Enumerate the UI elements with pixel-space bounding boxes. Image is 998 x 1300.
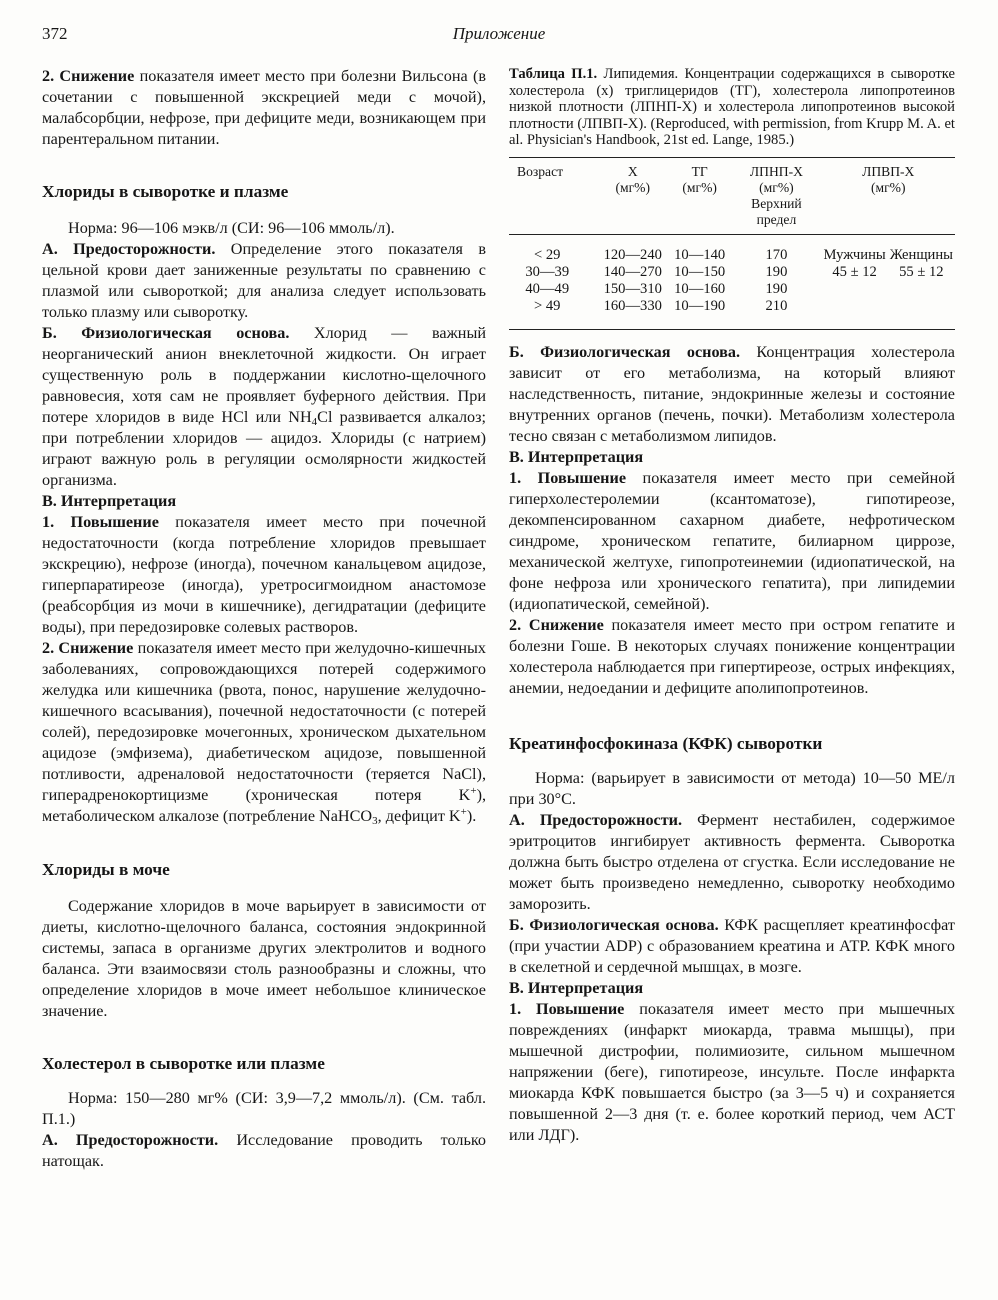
right-column (509, 66, 955, 1146)
norm-line: Норма: 150—280 мг% (СИ: 3,9—7,2 ммоль/л). (См. табл. П.1.) (42, 1089, 486, 1128)
table-row: 30—39 140—270 10—150 190 45 ± 12 55 ± 12 (509, 264, 955, 281)
subheading: В. Интерпретация (42, 492, 177, 510)
table-row: < 29 120—240 10—140 170 Мужчины Женщины (509, 234, 955, 264)
norm-line: Норма: (варьирует в зависимости от метода) 10—50 МЕ/л при 30°С. (509, 768, 955, 808)
hdl-women-value: 55 ± 12 (899, 263, 944, 280)
paragraph: 2. Снижение показателя имеет место при желудочно-кишечных заболеваниях, сопровождающихся потерей содержимого желудка или кишечника (рвота, понос, нарушение желудочно-кишечного всасывания), почечной недостаточности (с потерей солей), передозировке мочегонных, хроническом дыхательном ацидозе (эмфизема), диабетическом ацидозе, повышенной потливости, адреналовой недостаточности (теряется NaCl), гиперадренокортицизме (хроническая потеря K+), метаболическом алкалозе (потребление NaHCO$_3$, дефицит K+). (42, 639, 486, 827)
paragraph: Б. Физиологическая основа. Хлорид — важный неорганический анион внеклеточной жидкости. Он играет существенную роль в поддержании кислотно-щелочного равновесия, хотя сам не проявляет буферного действия. При потере хлоридов в виде HCl или $NH_4Cl$ развивается алкалоз; при потреблении хлоридов — ацидоз. Хлориды (с натрием) играют важную роль в регуляции осмолярности жидкостей организма. (42, 324, 487, 489)
hdl-men-label: Мужчины (823, 246, 886, 263)
norm-line: Норма: 96—106 мэкв/л (СИ: 96—106 ммоль/л). (68, 219, 395, 237)
table-caption: Таблица П.1. Липидемия. Концентрации содержащихся в сыворотке холестерола (х) триглицеридов (ТГ), холестерола липопротеинов низкой плотности (ЛПНП-Х) и холестерола липопротеинов высокой плотности (ЛПВП-Х). (Reproduced, with permission, from Krupp M. A. et al. Physician's Handbook, 21st ed. Lange, 1985.) (509, 66, 956, 148)
section-title-chlorides-urine: Хлориды в моче (42, 860, 170, 879)
paragraph: Б. Физиологическая основа. Концентрация холестерола зависит от его метаболизма, на который влияют наследственность, питание, эндокринные железы и состояние внутренних органов (печень, почки). Метаболизм холестерола тесно связан с метаболизмом липидов. (509, 342, 955, 445)
paragraph: 1. Повышение показателя имеет место при мышечных повреждениях (инфаркт миокарда, травма мышцы), при мышечной дистрофии, полимиозите, сильном мышечном напряжении (беге), гипотиреозе, инсульте. После инфаркта миокарда КФК повышается быстро (за 3—5 ч) и сохраняется повышенной 2—3 дня (т. е. более короткий период, чем АСТ или ЛДГ). (509, 999, 955, 1144)
hdl-men-value: 45 ± 12 (832, 263, 877, 280)
list-marker: 2. Снижение (42, 67, 135, 85)
paragraph: А. Предосторожности. Определение этого показателя в цельной крови дает заниженные результаты по сравнению с плазмой или сывороткой; для анализа следует использовать только плазму или сыворотку. (42, 240, 486, 321)
paragraph: А. Предосторожности. Фермент нестабилен, содержимое эритроцитов ингибирует активность фермента. Сыворотка должна быть быстро отделена от сгустка. Если исследование не может быть произведено немедленно, сыворотку необходимо заморозить. (509, 810, 955, 913)
left-column (42, 66, 486, 1172)
paragraph: Б. Физиологическая основа. КФК расщепляет креатинфосфат (при участии ADP) с образованием креатина и АТР. КФК много в скелетной и сердечной мышцах, в мозге. (509, 915, 955, 976)
subheading: В. Интерпретация (509, 447, 644, 466)
paragraph: Содержание хлоридов в моче варьирует в зависимости от диеты, кислотно-щелочного баланса, состояния эндокринной системы, запаса в организме других электролитов и водного баланса. Эти взаимосвязи столь разнообразны и сложны, что определение хлоридов в моче имеет небольшое клиническое значение. (42, 897, 486, 1020)
page-number: 372 (42, 24, 68, 43)
lipid-table (509, 157, 955, 330)
col-age: Возраст (517, 163, 564, 179)
table-header-row (509, 157, 955, 234)
col-chol: Х (мг%) (615, 163, 651, 195)
section-title-cholesterol: Холестерол в сыворотке или плазме (42, 1054, 325, 1073)
hdl-women-label: Женщины (889, 246, 953, 263)
subheading: В. Интерпретация (509, 978, 644, 997)
paragraph: 2. Снижение показателя имеет место при остром гепатите и болезни Гоше. В некоторых случаях понижение концентрации холестерола наблюдается при гипертиреозе, острых инфекциях, анемии, недоедании и дефиците аполипопротеинов. (509, 615, 955, 697)
table-row: > 49 160—330 10—190 210 (534, 297, 788, 314)
page-header (42, 24, 956, 48)
col-hdl: ЛПВП-Х (мг%) (862, 163, 915, 195)
section-title-chlorides-serum: Хлориды в сыворотке и плазме (42, 182, 289, 201)
col-ldl: ЛПНП-Х (мг%) Верхний предел (749, 163, 803, 227)
running-title: Приложение (452, 24, 546, 43)
col-tg: ТГ (мг%) (682, 163, 717, 195)
paragraph: А. Предосторожности. Исследование проводить только натощак. (42, 1131, 486, 1170)
table-row: 40—49 150—310 10—160 190 (525, 280, 788, 297)
paragraph: 1. Повышение показателя имеет место при семейной гиперхолестеролемии (ксантоматозе), гипотиреозе, декомпенсированном сахарном диабете, нефротическом синдроме, хроническом гепатите, билиарном циррозе, механической желтухе, гипопротеинемии (идиопатической, на фоне нефроза или хронического гепатита), при липидемии (идиопатической, семейной). (509, 468, 955, 613)
section-title-ck: Креатинфосфокиназа (КФК) сыворотки (509, 733, 823, 753)
paragraph: 1. Повышение показателя имеет место при почечной недостаточности (когда потребление хлоридов превышает экскрецию), нефрозе (иногда), почечном канальцевом ацидозе, гиперпаратиреозе (иногда), уретросигмоидном анастомозе (реабсорбция из мочи в кишечнике), дегидратации (дефиците воды), при передозировке солевых растворов. (42, 513, 486, 636)
paragraph: 2. Снижение показателя имеет место при болезни Вильсона (в сочетании с повышенной экскрецией меди с мочой), малабсорбции, нефрозе, при дефиците меди, возникающем при парентеральном питании. (42, 67, 486, 148)
